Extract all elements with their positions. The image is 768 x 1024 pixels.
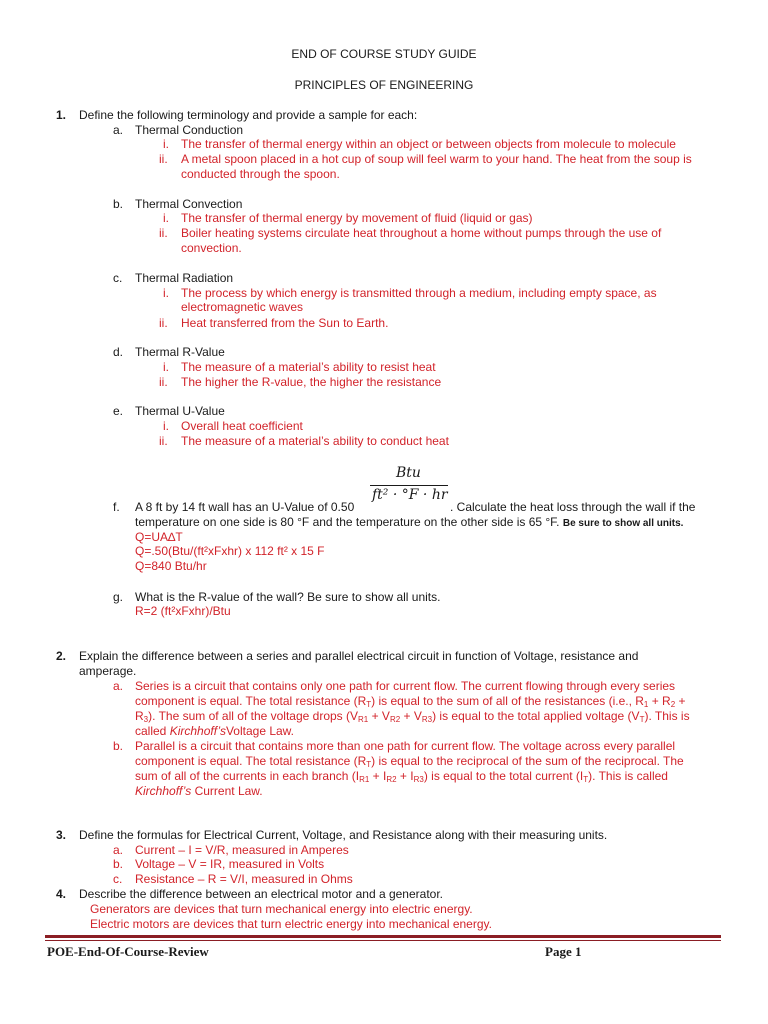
fraction-bar bbox=[370, 485, 448, 486]
q2b-line3-text-e: ). This is called bbox=[588, 769, 668, 783]
q4-answer-1: Generators are devices that turn mechanical energy into electric energy. bbox=[90, 902, 473, 916]
q1d-letter: d. bbox=[113, 345, 124, 359]
q3c-letter: c. bbox=[113, 872, 123, 886]
q2-prompt-line1: Explain the difference between a series and parallel electrical circuit in function of Voltage, resistance and bbox=[79, 649, 639, 663]
kirchhoff-name: Kirchhoff’s bbox=[169, 724, 226, 738]
q1f-line2 bbox=[135, 515, 683, 531]
doc-subtitle: PRINCIPLES OF ENGINEERING bbox=[294, 78, 474, 92]
q2b-line2-text-b: ) is equal to the reciprocal of the sum of the reciprocal. The bbox=[371, 754, 684, 768]
roman-ii: ii. bbox=[159, 434, 168, 448]
q3a-letter: a. bbox=[113, 843, 124, 857]
q2a-line4-law: Voltage Law. bbox=[225, 724, 295, 738]
q1e-letter: e. bbox=[113, 404, 124, 418]
q2-number: 2. bbox=[56, 649, 67, 663]
q2a-line2-text-d: + bbox=[675, 694, 686, 708]
q2a-line2-text: component is equal. The total resistance (R bbox=[135, 694, 367, 708]
kirchhoff-name: Kirchhoff’s bbox=[135, 784, 192, 798]
q3a-text: Current – I = V/R, measured in Amperes bbox=[135, 843, 349, 857]
page-number: Page 1 bbox=[545, 944, 582, 959]
roman-i: i. bbox=[163, 360, 169, 374]
q2b-line1: Parallel is a circuit that contains more than one path for current flow. The voltage across every parallel bbox=[135, 739, 676, 753]
q1b-letter: b. bbox=[113, 197, 124, 211]
q2b-line4-law: Current Law. bbox=[194, 784, 263, 798]
roman-i: i. bbox=[163, 419, 169, 433]
sub-1: 1 bbox=[643, 700, 649, 709]
q4-answer-2: Electric motors are devices that turn electric energy into mechanical energy. bbox=[90, 917, 492, 931]
q1e-example: The measure of a material’s ability to conduct heat bbox=[181, 434, 449, 448]
q1d-def: The measure of a material’s ability to resist heat bbox=[181, 360, 436, 374]
footer-title: POE-End-Of-Course-Review bbox=[47, 944, 209, 959]
q1b-def: The transfer of thermal energy by movement of fluid (liquid or gas) bbox=[181, 211, 533, 225]
q1a-example-line2: conducted through the spoon. bbox=[181, 167, 340, 181]
q2-prompt-line2: amperage. bbox=[79, 664, 137, 678]
q1f-line2a: temperature on one side is 80 °F and the temperature on the other side is 65 °F. bbox=[135, 515, 560, 529]
roman-i: i. bbox=[163, 211, 169, 225]
q1d-term: Thermal R-Value bbox=[135, 345, 225, 359]
q1f-line2b: Be sure to show all units. bbox=[562, 518, 684, 529]
sub-r3: R3 bbox=[413, 775, 424, 784]
q1f-answer-3: Q=840 Btu/hr bbox=[135, 559, 207, 573]
q1e-def: Overall heat coefficient bbox=[181, 419, 303, 433]
q1g-letter: g. bbox=[113, 590, 124, 604]
q1a-def: The transfer of thermal energy within an object or between objects from molecule to molecule bbox=[181, 137, 676, 151]
q1f-line1b: . Calculate the heat loss through the wall if the bbox=[450, 500, 696, 514]
q3b-text: Voltage – V = IR, measured in Volts bbox=[135, 857, 325, 871]
q1f-letter: f. bbox=[113, 500, 120, 514]
q2a-line3-text-c: + V bbox=[368, 709, 390, 723]
q2b-line2-text: component is equal. The total resistance (R bbox=[135, 754, 367, 768]
q2a-letter: a. bbox=[113, 679, 124, 693]
fraction-denominator: ft² · °F · hr bbox=[372, 487, 448, 503]
sub-r1: R1 bbox=[359, 775, 370, 784]
q2b-line2 bbox=[135, 754, 684, 769]
q1c-example: Heat transferred from the Sun to Earth. bbox=[181, 316, 389, 330]
footer-rule-thick bbox=[45, 935, 721, 938]
doc-title: END OF COURSE STUDY GUIDE bbox=[291, 47, 477, 61]
q2a-line3-text-e: ) is equal to the total applied voltage (V bbox=[432, 709, 640, 723]
q1d-example: The higher the R-value, the higher the resistance bbox=[181, 375, 442, 389]
q2a-line3-text-f: ). This is bbox=[644, 709, 690, 723]
roman-i: i. bbox=[163, 286, 169, 300]
q1b-term: Thermal Convection bbox=[135, 197, 243, 211]
q2a-line3-r: R bbox=[135, 709, 144, 723]
q2b-letter: b. bbox=[113, 739, 124, 753]
roman-ii: ii. bbox=[159, 226, 168, 240]
q1f-line1a: A 8 ft by 14 ft wall has an U-Value of 0.50 bbox=[135, 500, 355, 514]
q1g-prompt: What is the R-value of the wall? Be sure to show all units. bbox=[135, 590, 441, 604]
q1c-letter: c. bbox=[113, 271, 123, 285]
sub-3: 3 bbox=[143, 715, 149, 724]
q1e-term: Thermal U-Value bbox=[135, 404, 225, 418]
q1c-def-line2: electromagnetic waves bbox=[181, 300, 304, 314]
sub-r3: R3 bbox=[421, 715, 433, 724]
q2b-line3 bbox=[135, 769, 668, 784]
q1b-example-line2: convection. bbox=[181, 241, 242, 255]
roman-ii: ii. bbox=[159, 152, 168, 166]
q2b-line3-text-b: + I bbox=[369, 769, 387, 783]
q2b-line3-text-c: + I bbox=[396, 769, 414, 783]
q2a-line4-called: called bbox=[135, 724, 167, 738]
q2a-line1: Series is a circuit that contains only one path for current flow. The current flowing through every series bbox=[135, 679, 676, 693]
q3b-letter: b. bbox=[113, 857, 124, 871]
q1f-answer-1: Q=UA∆T bbox=[135, 530, 183, 544]
q1-number: 1. bbox=[56, 108, 67, 122]
q1a-example-line1: A metal spoon placed in a hot cup of soup will feel warm to your hand. The heat from the soup is bbox=[181, 152, 692, 166]
q4-prompt: Describe the difference between an electrical motor and a generator. bbox=[79, 887, 443, 901]
q2b-line4 bbox=[135, 784, 263, 799]
q1c-def-line1: The process by which energy is transmitted through a medium, including empty space, as bbox=[181, 286, 657, 300]
q2b-line3-text-d: ) is equal to the total current (I bbox=[423, 769, 584, 783]
q1c-term: Thermal Radiation bbox=[135, 271, 234, 285]
q2b-line3-text-a: sum of all of the currents in each branch (I bbox=[135, 769, 360, 783]
q3-number: 3. bbox=[56, 828, 67, 842]
footer-rule-thin bbox=[45, 940, 721, 941]
q2a-line2-text-b: ) is equal to the sum of all of the resistances (i.e., R bbox=[371, 694, 644, 708]
q2a-line3-text-d: + V bbox=[400, 709, 422, 723]
q3-prompt: Define the formulas for Electrical Current, Voltage, and Resistance along with their measuring units. bbox=[79, 828, 608, 842]
sub-r2: R2 bbox=[386, 775, 397, 784]
sub-t: T bbox=[583, 775, 589, 784]
q1-prompt: Define the following terminology and provide a sample for each: bbox=[79, 108, 418, 122]
sub-t: T bbox=[366, 700, 372, 709]
sub-r2: R2 bbox=[389, 715, 401, 724]
q2a-line3-text-b: ). The sum of all of the voltage drops (V bbox=[148, 709, 359, 723]
q2a-line3 bbox=[135, 709, 690, 724]
roman-i: i. bbox=[163, 137, 169, 151]
q2a-line2 bbox=[135, 694, 686, 709]
q1g-answer: R=2 (ft²xFxhr)/Btu bbox=[135, 604, 231, 618]
q1f-answer-2: Q=.50(Btu/(ft²xFxhr) x 112 ft² x 15 F bbox=[135, 544, 325, 558]
q3c-text: Resistance – R = V/I, measured in Ohms bbox=[135, 872, 353, 886]
sub-t: T bbox=[639, 715, 645, 724]
roman-ii: ii. bbox=[159, 316, 168, 330]
q2a-line4 bbox=[135, 724, 294, 739]
sub-2: 2 bbox=[670, 700, 676, 709]
sub-r1: R1 bbox=[358, 715, 369, 724]
q1a-term: Thermal Conduction bbox=[135, 123, 244, 137]
roman-ii: ii. bbox=[159, 375, 168, 389]
q2a-line2-text-c: + R bbox=[648, 694, 671, 708]
q4-number: 4. bbox=[56, 887, 67, 901]
fraction-numerator: Btu bbox=[396, 465, 421, 481]
q1a-letter: a. bbox=[113, 123, 124, 137]
q1b-example-line1: Boiler heating systems circulate heat throughout a home without pumps through the use of bbox=[181, 226, 662, 240]
sub-t: T bbox=[366, 760, 372, 769]
